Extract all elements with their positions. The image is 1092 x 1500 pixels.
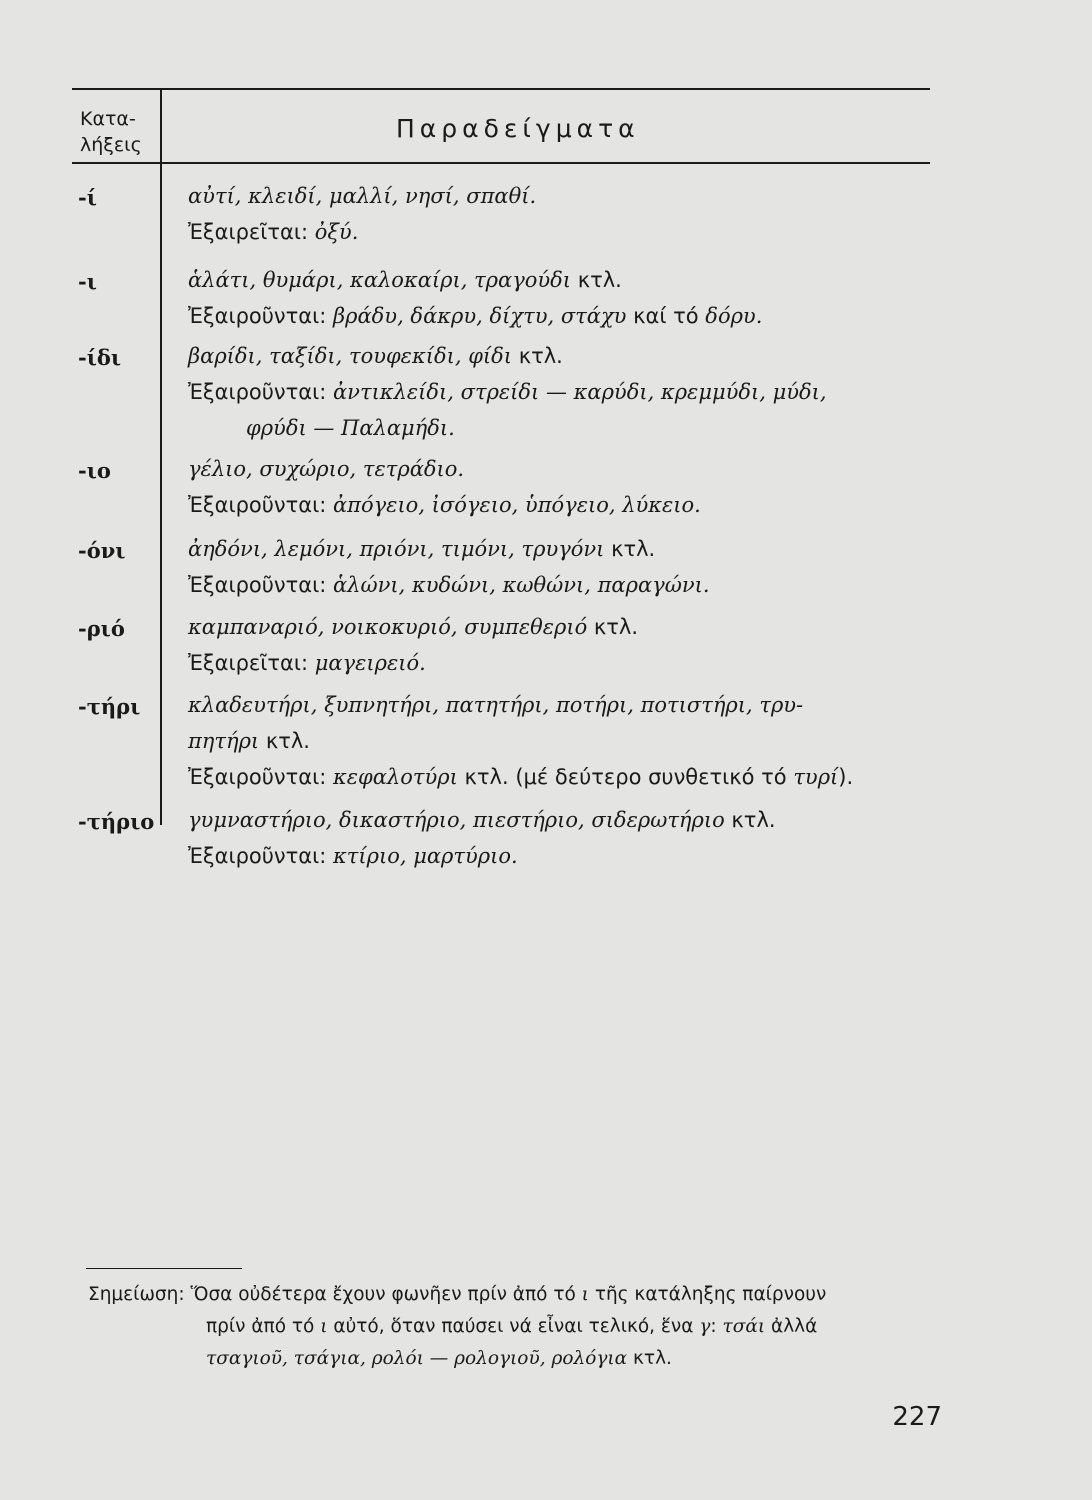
endings-header-line1: Κατα- [80,108,136,130]
roman-text: κτλ. [611,537,656,561]
italic-example-text: κεφαλοτύρι [333,765,465,789]
italic-example-text: μαγειρειό. [314,651,426,675]
roman-text: Ἐξαιροῦνται: [188,304,333,328]
example-line [246,416,455,440]
italic-example-text: δόρυ. [705,304,763,328]
endings-column-header [80,106,160,158]
footnote-line [88,1284,826,1305]
italic-example-text: ὀξύ. [314,220,359,244]
example-line [188,184,536,208]
footnote-line [206,1348,672,1369]
roman-text: καί τό [633,304,706,328]
example-line [188,457,464,481]
example-line [188,493,701,517]
example-line [188,344,563,368]
italic-example-text: γέλιο, συχώριο, τετράδιο. [188,457,465,481]
ending-label: -ι [78,269,97,294]
italic-example-text: βαρίδι, ταξίδι, τουφεκίδι, φίδι [188,344,519,368]
endings-header-line2: λήξεις [80,134,142,156]
ending-label: -ιο [78,458,111,483]
table-header-rule [72,162,930,164]
italic-example-text: κλαδευτήρι, ξυπνητήρι, πατητήρι, ποτήρι, ποτιστήρι, τρυ- [188,693,804,717]
roman-text: Ἐξαιροῦνται: [188,380,333,404]
italic-example-text: αὐτί, κλειδί, μαλλί, νησί, σπαθί. [188,184,537,208]
roman-text: κτλ. [593,615,639,639]
italic-example-text: ι [320,1316,328,1337]
roman-text: κτλ. (μέ δεύτερο συνθετικό τό [464,765,794,789]
example-line [188,693,803,717]
italic-example-text: καμπαναριό, νοικοκυριό, συμπεθεριό [188,615,594,639]
example-line [188,808,776,832]
example-line [188,537,655,561]
examples-column-header: Παραδείγματα [396,114,640,143]
italic-example-text: γυμναστήριο, δικαστήριο, πιεστήριο, σιδερωτήριο [188,808,732,832]
ending-label: -τήριο [78,809,155,834]
italic-example-text: κτίριο, μαρτύριο. [333,844,518,868]
example-line [188,844,518,868]
example-line [188,268,622,292]
roman-text: ἀλλά [765,1316,818,1337]
roman-text: κτλ. [731,808,776,832]
roman-text: Ἐξαιρεῖται: [188,220,315,244]
ending-label: -όνι [78,538,126,563]
italic-example-text: βράδυ, δάκρυ, δίχτυ, στάχυ [333,304,634,328]
example-line [188,380,827,404]
roman-text: Ἐξαιροῦνται: [188,765,333,789]
ending-label: -τήρι [78,694,141,719]
page-number: 227 [892,1402,942,1432]
roman-text: πρίν ἀπό τό [206,1316,321,1337]
italic-example-text: τυρί [793,765,839,789]
example-line [188,765,853,789]
italic-example-text: φρύδι — Παλαμήδι. [246,416,455,440]
example-line [188,615,638,639]
ending-label: -ίδι [78,345,122,370]
italic-example-text: ἁλάτι, θυμάρι, καλοκαίρι, τραγούδι [188,268,578,292]
example-line [188,729,310,753]
roman-text: Σημείωση: Ὅσα οὐδέτερα ἔχουν φωνῆεν πρίν ἀπό τό [88,1284,582,1305]
roman-text: Ἐξαιρεῖται: [188,651,315,675]
italic-example-text: πητήρι [188,729,266,753]
roman-text: Ἐξαιροῦνται: [188,573,333,597]
footnote-rule [86,1268,242,1269]
italic-example-text: ἀντικλείδι, στρείδι — καρύδι, κρεμμύδι, μύδι, [333,380,827,404]
roman-text: ). [838,765,854,789]
roman-text: τῆς κατάληξης παίρνουν [588,1284,827,1305]
roman-text: : [710,1316,723,1337]
italic-example-text: ι [581,1284,589,1305]
roman-text: Ἐξαιροῦνται: [188,493,333,517]
example-line [188,304,762,328]
italic-example-text: ἀηδόνι, λεμόνι, πριόνι, τιμόνι, τρυγόνι [188,537,612,561]
footnote-line [206,1316,817,1337]
roman-text: αὐτό, ὅταν παύσει νά εἶναι τελικό, ἕνα [327,1316,700,1337]
italic-example-text: ἀπόγειο, ἰσόγειο, ὑπόγειο, λύκειο. [333,493,701,517]
italic-example-text: τσάι [722,1316,766,1337]
roman-text: κτλ. [265,729,310,753]
table-top-rule [72,88,930,90]
ending-label: -ί [78,185,97,210]
italic-example-text: ἁλώνι, κυδώνι, κωθώνι, παραγώνι. [333,573,710,597]
roman-text: κτλ. [577,268,622,292]
roman-text: κτλ. [518,344,563,368]
italic-example-text: τσαγιοῦ, τσάγια, ρολόι — ρολογιοῦ, ρολόγια [206,1348,634,1369]
ending-label: -ριό [78,616,125,641]
example-line [188,651,426,675]
italic-example-text: γ [699,1316,711,1337]
roman-text: κτλ. [633,1348,672,1369]
example-line [188,573,710,597]
roman-text: Ἐξαιροῦνται: [188,844,333,868]
example-line [188,220,358,244]
